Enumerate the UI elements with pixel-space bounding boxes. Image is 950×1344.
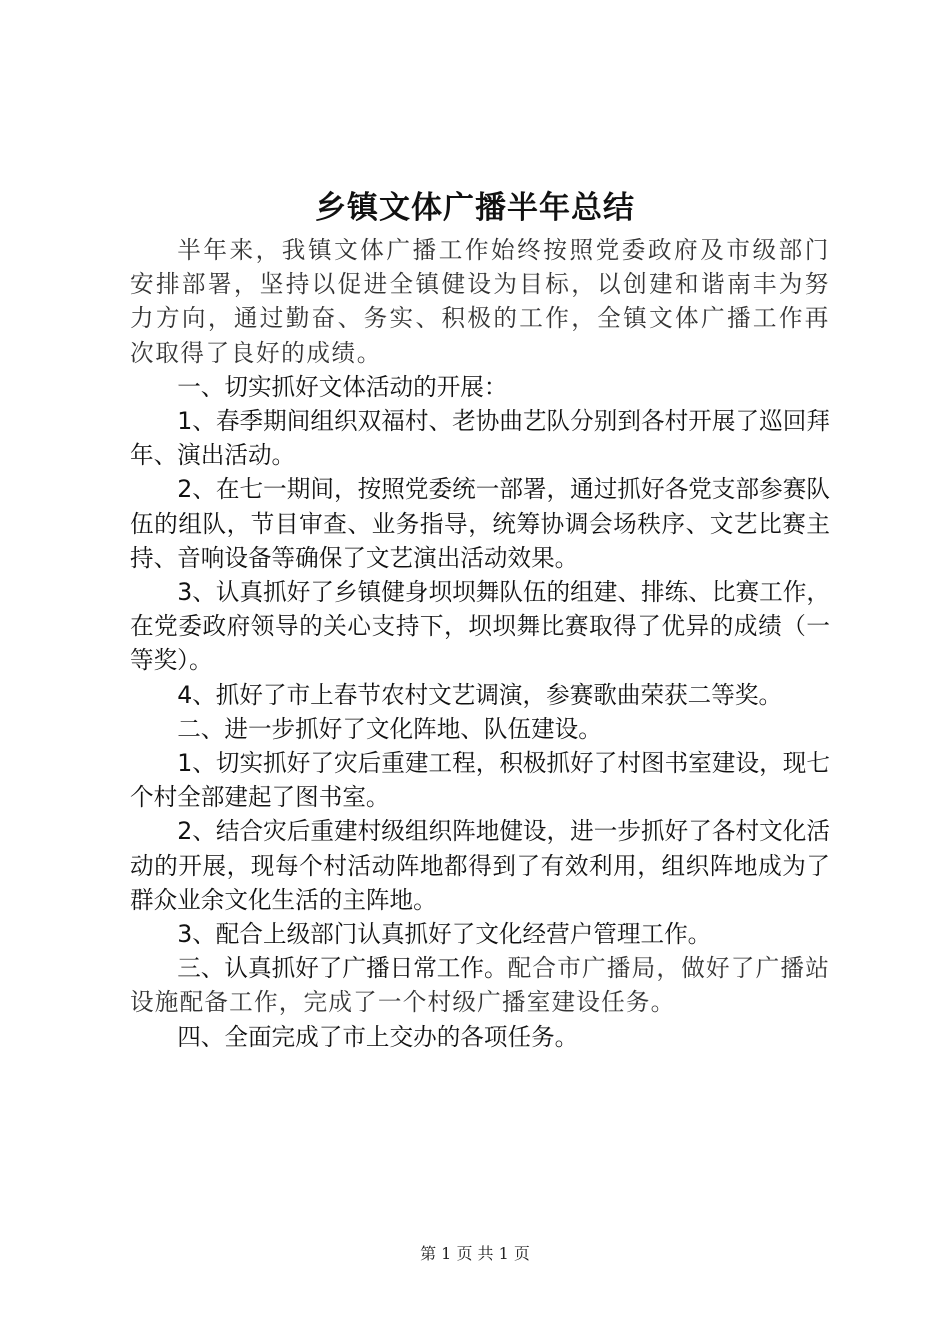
- section-three-heading: 三、认真抓好了广播日常工作。: [177, 954, 508, 983]
- section-two-heading: 二、进一步抓好了文化阵地、队伍建设。: [177, 714, 602, 743]
- section-one-item-4: 4、抓好了市上春节农村文艺调演，参赛歌曲荣获二等奖。: [177, 680, 783, 709]
- section-one-item-2: 2、在七一期间，按照党委统一部署，通过抓好各党支部参赛队伍的组队，节目审查、业务指导，统筹协调会场秩序、文艺比赛主持、音响设备等确保了文艺演出活动效果。: [130, 475, 830, 572]
- section-four-heading: 四、全面完成了市上交办的各项任务。: [177, 1022, 579, 1051]
- intro-paragraph: 半年来，我镇文体广播工作始终按照党委政府及市级部门安排部署，坚持以促进全镇健设为目标，以创建和谐南丰为努力方向，通过勤奋、务实、积极的工作，全镇文体广播工作再次取得了良好的成绩。: [130, 236, 830, 367]
- section-one-item-1: 1、春季期间组织双福村、老协曲艺队分别到各村开展了巡回拜年、演出活动。: [130, 407, 830, 470]
- section-two-item-1: 1、切实抓好了灾后重建工程，积极抓好了村图书室建设，现七个村全部建起了图书室。: [130, 749, 830, 812]
- section-three-text: 配合市广播局，做好了广播站设施配备工作，完成了一个村级广播室建设任务。: [130, 954, 830, 1017]
- section-three-paragraph: [130, 951, 830, 1019]
- document-title: 乡镇文体广播半年总结: [315, 190, 635, 226]
- page-number-footer: 第 1 页 共 1 页: [420, 1244, 530, 1263]
- section-two-item-2: 2、结合灾后重建村级组织阵地健设，进一步抓好了各村文化活动的开展，现每个村活动阵地都得到了有效利用，组织阵地成为了群众业余文化生活的主阵地。: [130, 817, 830, 914]
- section-one-heading: 一、切实抓好文体活动的开展：: [177, 372, 508, 401]
- section-two-item-3: 3、配合上级部门认真抓好了文化经营户管理工作。: [177, 920, 712, 949]
- section-one-item-3: 3、认真抓好了乡镇健身坝坝舞队伍的组建、排练、比赛工作，在党委政府领导的关心支持下，坝坝舞比赛取得了优异的成绩（一等奖）。: [130, 578, 830, 675]
- document-body: [130, 233, 830, 1054]
